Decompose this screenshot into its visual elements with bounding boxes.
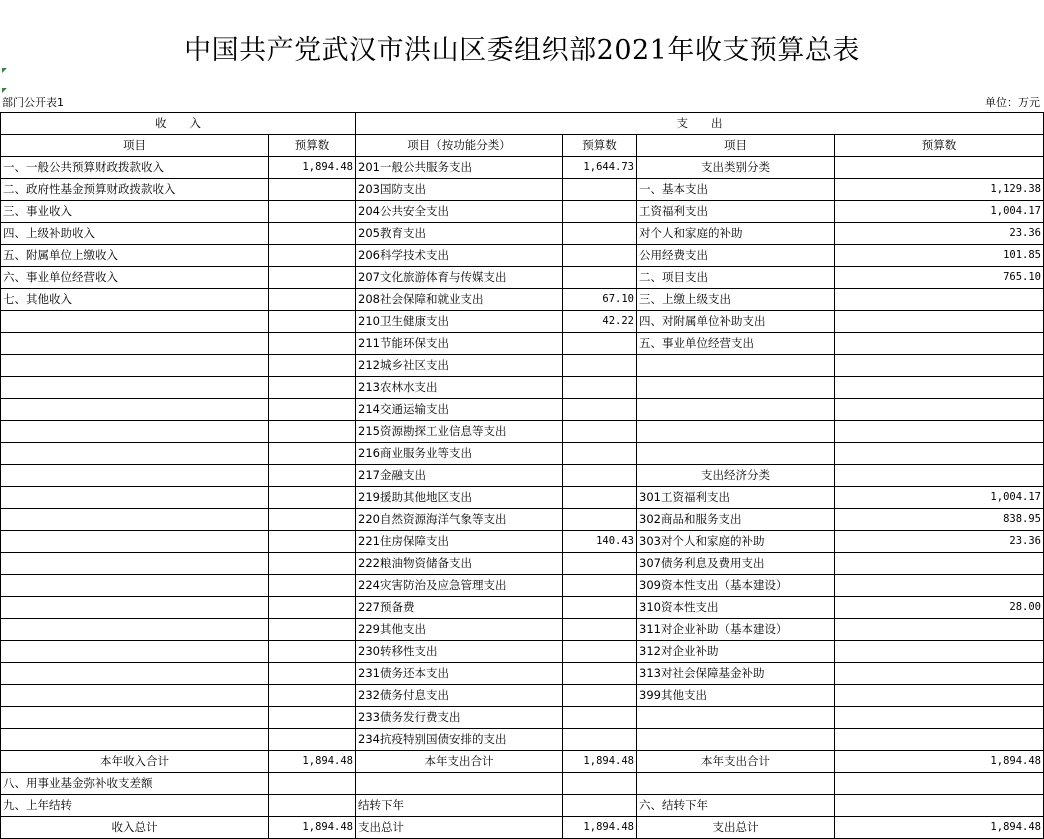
cell-expense-item: 310资本性支出 xyxy=(637,597,835,619)
cell-expense-item: 支出经济分类 xyxy=(637,465,835,487)
cell-expense-amount xyxy=(835,333,1044,355)
cell-expense-item xyxy=(637,399,835,421)
cell-income-amount xyxy=(269,421,356,443)
table-row xyxy=(1,751,1044,773)
cell-income-item: 本年收入合计 xyxy=(1,751,269,773)
cell-functional-item: 本年支出合计 xyxy=(356,751,563,773)
cell-functional-amount: 1,644.73 xyxy=(563,157,637,179)
cell-functional-amount xyxy=(563,465,637,487)
cell-expense-amount xyxy=(835,377,1044,399)
table-row xyxy=(1,729,1044,751)
cell-expense-item: 三、上缴上级支出 xyxy=(637,289,835,311)
cell-income-amount xyxy=(269,575,356,597)
cell-expense-amount xyxy=(835,795,1044,817)
cell-income-amount xyxy=(269,377,356,399)
cell-expense-amount xyxy=(835,619,1044,641)
cell-expense-amount: 1,894.48 xyxy=(835,751,1044,773)
table-row xyxy=(1,443,1044,465)
cell-functional-amount xyxy=(563,795,637,817)
cell-functional-item: 234抗疫特别国债安排的支出 xyxy=(356,729,563,751)
cell-income-amount xyxy=(269,289,356,311)
cell-income-amount xyxy=(269,553,356,575)
cell-functional-amount xyxy=(563,487,637,509)
cell-income-amount xyxy=(269,179,356,201)
cell-income-amount xyxy=(269,707,356,729)
table-row xyxy=(1,223,1044,245)
cell-functional-amount xyxy=(563,377,637,399)
cell-income-amount: 1,894.48 xyxy=(269,751,356,773)
cell-expense-item xyxy=(637,729,835,751)
cell-functional-amount xyxy=(563,707,637,729)
table-row xyxy=(1,201,1044,223)
cell-expense-amount xyxy=(835,553,1044,575)
table-row xyxy=(1,663,1044,685)
cell-income-amount xyxy=(269,619,356,641)
cell-functional-amount xyxy=(563,729,637,751)
cell-income-amount xyxy=(269,729,356,751)
cell-functional-amount xyxy=(563,509,637,531)
col-header-functional-amount: 预算数 xyxy=(563,135,637,157)
cell-functional-item: 211节能环保支出 xyxy=(356,333,563,355)
cell-expense-item: 工资福利支出 xyxy=(637,201,835,223)
cell-expense-item: 支出类别分类 xyxy=(637,157,835,179)
cell-expense-item: 一、基本支出 xyxy=(637,179,835,201)
cell-expense-item xyxy=(637,377,835,399)
cell-expense-item: 301工资福利支出 xyxy=(637,487,835,509)
cell-functional-amount xyxy=(563,575,637,597)
table-row xyxy=(1,421,1044,443)
cell-expense-amount: 23.36 xyxy=(835,223,1044,245)
cell-expense-item: 四、对附属单位补助支出 xyxy=(637,311,835,333)
col-header-income-item: 项目 xyxy=(1,135,269,157)
table-row xyxy=(1,179,1044,201)
cell-income-item xyxy=(1,663,269,685)
table-row xyxy=(1,575,1044,597)
cell-functional-amount xyxy=(563,597,637,619)
cell-expense-amount xyxy=(835,685,1044,707)
cell-expense-amount xyxy=(835,707,1044,729)
cell-functional-amount: 140.43 xyxy=(563,531,637,553)
table-code: 部门公开表1 xyxy=(2,96,64,109)
section-header-row xyxy=(1,113,1044,135)
table-subheader xyxy=(2,94,1040,108)
column-header-row xyxy=(1,135,1044,157)
cell-functional-amount xyxy=(563,333,637,355)
cell-income-amount: 1,894.48 xyxy=(269,157,356,179)
cell-expense-item xyxy=(637,443,835,465)
table-row xyxy=(1,377,1044,399)
cell-functional-item: 213农林水支出 xyxy=(356,377,563,399)
cell-income-item xyxy=(1,355,269,377)
cell-functional-amount xyxy=(563,179,637,201)
cell-income-item: 九、上年结转 xyxy=(1,795,269,817)
table-row xyxy=(1,531,1044,553)
income-section-header: 收 入 xyxy=(1,113,356,135)
cell-expense-amount: 28.00 xyxy=(835,597,1044,619)
cell-functional-amount xyxy=(563,355,637,377)
cell-functional-amount xyxy=(563,245,637,267)
cell-expense-item xyxy=(637,355,835,377)
cell-expense-item: 六、结转下年 xyxy=(637,795,835,817)
table-row xyxy=(1,399,1044,421)
col-header-income-amount: 预算数 xyxy=(269,135,356,157)
cell-income-amount xyxy=(269,245,356,267)
cell-income-amount xyxy=(269,311,356,333)
cell-expense-item xyxy=(637,773,835,795)
cell-expense-amount xyxy=(835,465,1044,487)
table-row xyxy=(1,311,1044,333)
cell-expense-item: 支出总计 xyxy=(637,817,835,839)
cell-functional-item: 231债务还本支出 xyxy=(356,663,563,685)
table-row xyxy=(1,553,1044,575)
cell-expense-item: 303对个人和家庭的补助 xyxy=(637,531,835,553)
cell-income-amount xyxy=(269,597,356,619)
cell-income-item: 二、政府性基金预算财政拨款收入 xyxy=(1,179,269,201)
cell-income-amount xyxy=(269,465,356,487)
cell-income-item: 四、上级补助收入 xyxy=(1,223,269,245)
cell-functional-item: 206科学技术支出 xyxy=(356,245,563,267)
cell-expense-amount xyxy=(835,311,1044,333)
cell-income-amount: 1,894.48 xyxy=(269,817,356,839)
cell-expense-amount xyxy=(835,773,1044,795)
cell-expense-amount xyxy=(835,575,1044,597)
cell-income-item xyxy=(1,619,269,641)
cell-expense-item: 313对社会保障基金补助 xyxy=(637,663,835,685)
cell-functional-item: 216商业服务业等支出 xyxy=(356,443,563,465)
cell-expense-item xyxy=(637,421,835,443)
table-row xyxy=(1,333,1044,355)
cell-income-amount xyxy=(269,509,356,531)
cell-income-amount xyxy=(269,641,356,663)
cell-functional-amount xyxy=(563,641,637,663)
cell-functional-item: 203国防支出 xyxy=(356,179,563,201)
col-header-expense-amount: 预算数 xyxy=(835,135,1044,157)
cell-functional-item: 219援助其他地区支出 xyxy=(356,487,563,509)
cell-expense-amount: 1,129.38 xyxy=(835,179,1044,201)
cell-expense-amount: 1,004.17 xyxy=(835,201,1044,223)
cell-income-amount xyxy=(269,663,356,685)
cell-functional-amount xyxy=(563,619,637,641)
table-row xyxy=(1,773,1044,795)
cell-expense-item: 312对企业补助 xyxy=(637,641,835,663)
cell-income-item: 七、其他收入 xyxy=(1,289,269,311)
table-row xyxy=(1,817,1044,839)
cell-functional-item: 217金融支出 xyxy=(356,465,563,487)
cell-expense-item: 309资本性支出（基本建设） xyxy=(637,575,835,597)
cell-income-item xyxy=(1,333,269,355)
cell-functional-amount xyxy=(563,399,637,421)
cell-functional-amount: 1,894.48 xyxy=(563,817,637,839)
cell-functional-amount xyxy=(563,267,637,289)
cell-income-item xyxy=(1,311,269,333)
cell-expense-item: 302商品和服务支出 xyxy=(637,509,835,531)
cell-expense-amount xyxy=(835,355,1044,377)
cell-income-amount xyxy=(269,333,356,355)
cell-income-amount xyxy=(269,443,356,465)
cell-income-item xyxy=(1,509,269,531)
cell-income-amount xyxy=(269,531,356,553)
cell-income-item xyxy=(1,421,269,443)
cell-expense-amount: 765.10 xyxy=(835,267,1044,289)
cell-income-item: 三、事业收入 xyxy=(1,201,269,223)
cell-expense-amount: 1,894.48 xyxy=(835,817,1044,839)
cell-functional-amount xyxy=(563,685,637,707)
cell-income-item: 八、用事业基金弥补收支差额 xyxy=(1,773,269,795)
cell-functional-item: 230转移性支出 xyxy=(356,641,563,663)
cell-income-amount xyxy=(269,355,356,377)
cell-income-item xyxy=(1,641,269,663)
cell-expense-item: 307债务利息及费用支出 xyxy=(637,553,835,575)
cell-income-item xyxy=(1,597,269,619)
cell-functional-amount xyxy=(563,663,637,685)
cell-functional-item: 221住房保障支出 xyxy=(356,531,563,553)
cell-functional-item: 232债务付息支出 xyxy=(356,685,563,707)
cell-functional-item: 214交通运输支出 xyxy=(356,399,563,421)
cell-functional-amount xyxy=(563,443,637,465)
cell-income-item: 五、附属单位上缴收入 xyxy=(1,245,269,267)
cell-functional-item: 215资源勘探工业信息等支出 xyxy=(356,421,563,443)
cell-functional-amount: 42.22 xyxy=(563,311,637,333)
cell-income-amount xyxy=(269,399,356,421)
cell-expense-amount xyxy=(835,399,1044,421)
cell-income-item xyxy=(1,553,269,575)
cell-expense-amount: 1,004.17 xyxy=(835,487,1044,509)
table-row xyxy=(1,509,1044,531)
cell-functional-item: 229其他支出 xyxy=(356,619,563,641)
table-row xyxy=(1,157,1044,179)
cell-income-item xyxy=(1,531,269,553)
table-row xyxy=(1,795,1044,817)
cell-income-amount xyxy=(269,773,356,795)
cell-expense-item: 公用经费支出 xyxy=(637,245,835,267)
cell-income-item: 六、事业单位经营收入 xyxy=(1,267,269,289)
cell-income-item: 收入总计 xyxy=(1,817,269,839)
cell-functional-item: 222粮油物资储备支出 xyxy=(356,553,563,575)
cell-expense-item: 五、事业单位经营支出 xyxy=(637,333,835,355)
table-row xyxy=(1,289,1044,311)
cell-expense-amount xyxy=(835,641,1044,663)
cell-comment-marker xyxy=(2,88,7,93)
table-row xyxy=(1,267,1044,289)
cell-income-item xyxy=(1,707,269,729)
cell-income-item xyxy=(1,399,269,421)
cell-expense-amount xyxy=(835,289,1044,311)
cell-income-amount xyxy=(269,201,356,223)
cell-expense-amount: 101.85 xyxy=(835,245,1044,267)
cell-expense-item xyxy=(637,707,835,729)
cell-functional-item: 208社会保障和就业支出 xyxy=(356,289,563,311)
cell-income-amount xyxy=(269,223,356,245)
cell-income-amount xyxy=(269,795,356,817)
table-row xyxy=(1,487,1044,509)
cell-functional-item: 结转下年 xyxy=(356,795,563,817)
cell-functional-amount: 1,894.48 xyxy=(563,751,637,773)
cell-expense-amount xyxy=(835,421,1044,443)
cell-expense-amount: 23.36 xyxy=(835,531,1044,553)
cell-expense-item: 311对企业补助（基本建设） xyxy=(637,619,835,641)
unit-label: 单位：万元 xyxy=(985,96,1040,109)
cell-functional-item: 207文化旅游体育与传媒支出 xyxy=(356,267,563,289)
cell-functional-item: 210卫生健康支出 xyxy=(356,311,563,333)
cell-functional-item: 201一般公共服务支出 xyxy=(356,157,563,179)
cell-expense-item: 399其他支出 xyxy=(637,685,835,707)
cell-income-amount xyxy=(269,685,356,707)
cell-income-item xyxy=(1,729,269,751)
cell-functional-item: 204公共安全支出 xyxy=(356,201,563,223)
table-row xyxy=(1,245,1044,267)
cell-functional-amount xyxy=(563,223,637,245)
cell-income-amount xyxy=(269,487,356,509)
cell-functional-item: 233债务发行费支出 xyxy=(356,707,563,729)
expense-section-header: 支 出 xyxy=(356,113,1044,135)
budget-table xyxy=(0,112,1044,839)
cell-expense-item: 二、项目支出 xyxy=(637,267,835,289)
cell-income-item: 一、一般公共预算财政拨款收入 xyxy=(1,157,269,179)
cell-functional-item: 支出总计 xyxy=(356,817,563,839)
cell-expense-amount xyxy=(835,729,1044,751)
cell-expense-amount: 838.95 xyxy=(835,509,1044,531)
cell-income-amount xyxy=(269,267,356,289)
cell-income-item xyxy=(1,377,269,399)
cell-functional-item: 227预备费 xyxy=(356,597,563,619)
cell-functional-item: 212城乡社区支出 xyxy=(356,355,563,377)
table-row xyxy=(1,597,1044,619)
table-row xyxy=(1,707,1044,729)
cell-income-item xyxy=(1,487,269,509)
cell-expense-amount xyxy=(835,443,1044,465)
cell-income-item xyxy=(1,685,269,707)
cell-expense-amount xyxy=(835,663,1044,685)
cell-functional-item xyxy=(356,773,563,795)
cell-income-item xyxy=(1,575,269,597)
table-row xyxy=(1,465,1044,487)
cell-functional-amount xyxy=(563,773,637,795)
table-row xyxy=(1,619,1044,641)
col-header-functional-item: 项目（按功能分类） xyxy=(356,135,563,157)
cell-income-item xyxy=(1,443,269,465)
table-row xyxy=(1,641,1044,663)
cell-functional-amount xyxy=(563,421,637,443)
table-body xyxy=(1,113,1044,839)
col-header-expense-item: 项目 xyxy=(637,135,835,157)
cell-functional-amount xyxy=(563,201,637,223)
cell-functional-item: 220自然资源海洋气象等支出 xyxy=(356,509,563,531)
cell-income-item xyxy=(1,465,269,487)
table-row xyxy=(1,355,1044,377)
table-row xyxy=(1,685,1044,707)
cell-functional-amount xyxy=(563,553,637,575)
cell-expense-item: 对个人和家庭的补助 xyxy=(637,223,835,245)
cell-functional-item: 205教育支出 xyxy=(356,223,563,245)
page-title: 中国共产党武汉市洪山区委组织部2021年收支预算总表 xyxy=(184,35,860,66)
cell-expense-item: 本年支出合计 xyxy=(637,751,835,773)
cell-functional-item: 224灾害防治及应急管理支出 xyxy=(356,575,563,597)
cell-expense-amount xyxy=(835,157,1044,179)
cell-comment-marker xyxy=(2,68,7,73)
cell-functional-amount: 67.10 xyxy=(563,289,637,311)
